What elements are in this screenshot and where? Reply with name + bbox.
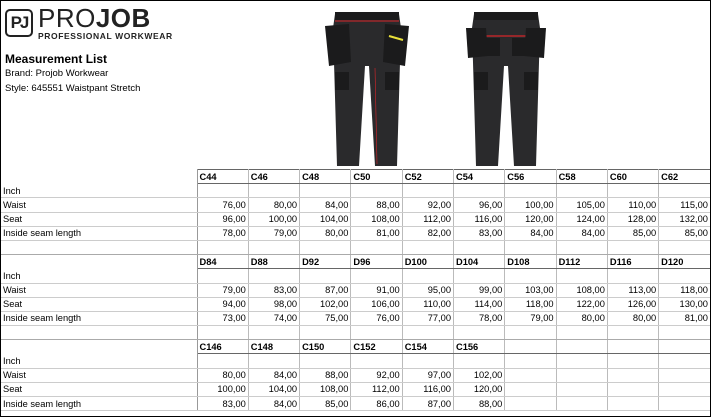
value-cell — [607, 326, 658, 340]
value-cell — [659, 240, 710, 254]
value-cell: 92,00 — [351, 368, 402, 382]
row-label: Seat — [1, 212, 197, 226]
value-cell: 116,00 — [402, 382, 453, 396]
value-cell: 105,00 — [556, 198, 607, 212]
size-header-cell: D92 — [300, 255, 351, 269]
size-header-cell: D96 — [351, 255, 402, 269]
value-cell: 114,00 — [453, 297, 504, 311]
value-cell: 113,00 — [607, 283, 658, 297]
row-label: Inch — [1, 354, 197, 368]
value-cell: 94,00 — [197, 297, 248, 311]
value-cell — [197, 269, 248, 283]
value-cell — [197, 326, 248, 340]
value-cell — [351, 240, 402, 254]
value-cell — [659, 269, 710, 283]
value-cell — [300, 184, 351, 198]
value-cell — [248, 354, 299, 368]
value-cell: 128,00 — [607, 212, 658, 226]
value-cell — [659, 326, 710, 340]
size-header-cell: D112 — [556, 255, 607, 269]
value-cell — [556, 354, 607, 368]
row-label — [1, 326, 197, 340]
value-cell: 91,00 — [351, 283, 402, 297]
value-cell — [248, 326, 299, 340]
size-header-cell: D108 — [505, 255, 556, 269]
row-label: Waist — [1, 368, 197, 382]
value-cell — [607, 397, 658, 411]
value-cell: 103,00 — [505, 283, 556, 297]
value-cell — [351, 354, 402, 368]
value-cell: 116,00 — [453, 212, 504, 226]
value-cell: 95,00 — [402, 283, 453, 297]
value-cell — [659, 184, 710, 198]
value-cell: 80,00 — [556, 311, 607, 325]
value-cell — [248, 184, 299, 198]
row-label: Inside seam length — [1, 311, 197, 325]
size-header-row — [1, 170, 710, 184]
value-cell: 130,00 — [659, 297, 710, 311]
size-header-cell: C54 — [453, 170, 504, 184]
value-cell: 84,00 — [248, 397, 299, 411]
value-cell — [505, 382, 556, 396]
value-cell — [607, 269, 658, 283]
value-cell — [659, 397, 710, 411]
style-line: Style: 645551 Waistpant Stretch — [5, 83, 141, 94]
value-cell — [505, 269, 556, 283]
value-cell: 79,00 — [248, 226, 299, 240]
row-label: Inside seam length — [1, 397, 197, 411]
value-cell — [197, 354, 248, 368]
value-cell: 76,00 — [351, 311, 402, 325]
value-cell: 102,00 — [453, 368, 504, 382]
value-cell: 100,00 — [248, 212, 299, 226]
value-cell: 80,00 — [607, 311, 658, 325]
value-cell: 84,00 — [505, 226, 556, 240]
value-cell: 124,00 — [556, 212, 607, 226]
value-cell — [607, 382, 658, 396]
row-label — [1, 170, 197, 184]
value-cell — [505, 368, 556, 382]
value-cell: 73,00 — [197, 311, 248, 325]
value-cell: 87,00 — [402, 397, 453, 411]
value-cell: 88,00 — [453, 397, 504, 411]
measurement-row — [1, 198, 710, 212]
size-header-cell: D104 — [453, 255, 504, 269]
value-cell: 132,00 — [659, 212, 710, 226]
size-header-cell: C154 — [402, 340, 453, 354]
value-cell — [402, 326, 453, 340]
value-cell: 74,00 — [248, 311, 299, 325]
projob-logo — [5, 5, 173, 41]
row-label — [1, 340, 197, 354]
value-cell: 97,00 — [402, 368, 453, 382]
brand-line: Brand: Projob Workwear — [5, 68, 109, 79]
value-cell: 118,00 — [505, 297, 556, 311]
value-cell — [300, 354, 351, 368]
value-cell — [659, 354, 710, 368]
value-cell — [505, 326, 556, 340]
value-cell: 100,00 — [197, 382, 248, 396]
row-label: Seat — [1, 382, 197, 396]
value-cell: 75,00 — [300, 311, 351, 325]
value-cell — [607, 368, 658, 382]
size-header-cell: C62 — [659, 170, 710, 184]
value-cell: 120,00 — [505, 212, 556, 226]
value-cell — [453, 326, 504, 340]
value-cell: 108,00 — [351, 212, 402, 226]
value-cell: 108,00 — [556, 283, 607, 297]
size-header-row — [1, 255, 710, 269]
value-cell: 83,00 — [248, 283, 299, 297]
value-cell — [607, 354, 658, 368]
value-cell — [453, 240, 504, 254]
value-cell — [505, 397, 556, 411]
value-cell — [505, 184, 556, 198]
value-cell: 92,00 — [402, 198, 453, 212]
row-label: Waist — [1, 198, 197, 212]
value-cell — [556, 368, 607, 382]
row-label — [1, 255, 197, 269]
brand-tagline: PROFESSIONAL WORKWEAR — [38, 31, 173, 42]
value-cell: 87,00 — [300, 283, 351, 297]
value-cell: 104,00 — [248, 382, 299, 396]
value-cell: 80,00 — [248, 198, 299, 212]
value-cell — [197, 184, 248, 198]
value-cell — [607, 240, 658, 254]
measurement-row — [1, 297, 710, 311]
size-header-cell: C148 — [248, 340, 299, 354]
value-cell — [659, 368, 710, 382]
value-cell: 112,00 — [351, 382, 402, 396]
size-header-cell: D100 — [402, 255, 453, 269]
value-cell — [453, 354, 504, 368]
value-cell: 81,00 — [351, 226, 402, 240]
measurement-row — [1, 212, 710, 226]
value-cell — [505, 354, 556, 368]
size-header-cell: C56 — [505, 170, 556, 184]
measurement-row — [1, 311, 710, 325]
value-cell: 126,00 — [607, 297, 658, 311]
value-cell — [402, 240, 453, 254]
value-cell — [300, 326, 351, 340]
logo-mark: PJ — [5, 9, 33, 37]
value-cell — [556, 269, 607, 283]
row-label: Inside seam length — [1, 226, 197, 240]
measurement-row — [1, 354, 710, 368]
value-cell: 120,00 — [453, 382, 504, 396]
value-cell: 108,00 — [300, 382, 351, 396]
value-cell: 106,00 — [351, 297, 402, 311]
value-cell — [453, 269, 504, 283]
value-cell: 118,00 — [659, 283, 710, 297]
value-cell: 83,00 — [453, 226, 504, 240]
row-label: Seat — [1, 297, 197, 311]
value-cell: 88,00 — [300, 368, 351, 382]
pants-back-image — [458, 6, 554, 168]
value-cell: 112,00 — [402, 212, 453, 226]
row-label: Inch — [1, 184, 197, 198]
value-cell — [197, 240, 248, 254]
size-header-cell: D116 — [607, 255, 658, 269]
size-header-cell: D120 — [659, 255, 710, 269]
size-header-cell: D84 — [197, 255, 248, 269]
value-cell: 76,00 — [197, 198, 248, 212]
value-cell — [300, 269, 351, 283]
pants-front-image — [319, 6, 415, 168]
value-cell — [556, 382, 607, 396]
value-cell — [402, 269, 453, 283]
size-header-cell — [607, 340, 658, 354]
value-cell: 99,00 — [453, 283, 504, 297]
size-header-cell: C58 — [556, 170, 607, 184]
size-header-cell: D88 — [248, 255, 299, 269]
value-cell — [402, 184, 453, 198]
size-header-cell — [659, 340, 710, 354]
value-cell: 110,00 — [402, 297, 453, 311]
document-title: Measurement List — [5, 52, 108, 66]
value-cell: 86,00 — [351, 397, 402, 411]
value-cell — [248, 269, 299, 283]
value-cell: 77,00 — [402, 311, 453, 325]
value-cell: 85,00 — [659, 226, 710, 240]
row-label: Waist — [1, 283, 197, 297]
value-cell: 96,00 — [197, 212, 248, 226]
size-header-cell: C50 — [351, 170, 402, 184]
value-cell: 85,00 — [607, 226, 658, 240]
measurement-row — [1, 269, 710, 283]
value-cell — [505, 240, 556, 254]
value-cell: 104,00 — [300, 212, 351, 226]
value-cell: 83,00 — [197, 397, 248, 411]
size-header-cell: C152 — [351, 340, 402, 354]
size-header-cell: C150 — [300, 340, 351, 354]
value-cell: 80,00 — [197, 368, 248, 382]
value-cell: 96,00 — [453, 198, 504, 212]
value-cell — [300, 240, 351, 254]
value-cell: 79,00 — [197, 283, 248, 297]
value-cell: 88,00 — [351, 198, 402, 212]
value-cell: 84,00 — [300, 198, 351, 212]
size-header-cell: C52 — [402, 170, 453, 184]
value-cell: 98,00 — [248, 297, 299, 311]
value-cell — [351, 326, 402, 340]
size-header-cell — [556, 340, 607, 354]
value-cell — [556, 326, 607, 340]
value-cell: 100,00 — [505, 198, 556, 212]
spacer-row — [1, 240, 710, 254]
value-cell — [556, 184, 607, 198]
value-cell — [351, 184, 402, 198]
measurement-row — [1, 368, 710, 382]
spacer-row — [1, 326, 710, 340]
size-header-cell: C48 — [300, 170, 351, 184]
value-cell: 82,00 — [402, 226, 453, 240]
value-cell: 84,00 — [248, 368, 299, 382]
size-header-cell: C44 — [197, 170, 248, 184]
value-cell: 102,00 — [300, 297, 351, 311]
value-cell: 78,00 — [197, 226, 248, 240]
measurement-row — [1, 283, 710, 297]
value-cell — [556, 240, 607, 254]
measurement-row — [1, 184, 710, 198]
value-cell — [659, 382, 710, 396]
value-cell — [453, 184, 504, 198]
value-cell: 122,00 — [556, 297, 607, 311]
measurement-row — [1, 382, 710, 396]
value-cell: 115,00 — [659, 198, 710, 212]
size-header-cell: C156 — [453, 340, 504, 354]
size-header-cell: C46 — [248, 170, 299, 184]
measurement-table — [1, 169, 710, 411]
sheet-header — [1, 1, 710, 169]
measurement-row — [1, 397, 710, 411]
size-header-cell: C146 — [197, 340, 248, 354]
size-header-cell: C60 — [607, 170, 658, 184]
value-cell: 85,00 — [300, 397, 351, 411]
measurement-row — [1, 226, 710, 240]
value-cell: 110,00 — [607, 198, 658, 212]
value-cell: 79,00 — [505, 311, 556, 325]
row-label — [1, 240, 197, 254]
row-label: Inch — [1, 269, 197, 283]
size-header-cell — [505, 340, 556, 354]
value-cell: 81,00 — [659, 311, 710, 325]
value-cell — [556, 397, 607, 411]
size-header-row — [1, 340, 710, 354]
value-cell — [607, 184, 658, 198]
value-cell: 80,00 — [300, 226, 351, 240]
value-cell — [402, 354, 453, 368]
value-cell: 84,00 — [556, 226, 607, 240]
value-cell: 78,00 — [453, 311, 504, 325]
value-cell — [351, 269, 402, 283]
brand-name: PROJOB — [38, 3, 151, 34]
value-cell — [248, 240, 299, 254]
